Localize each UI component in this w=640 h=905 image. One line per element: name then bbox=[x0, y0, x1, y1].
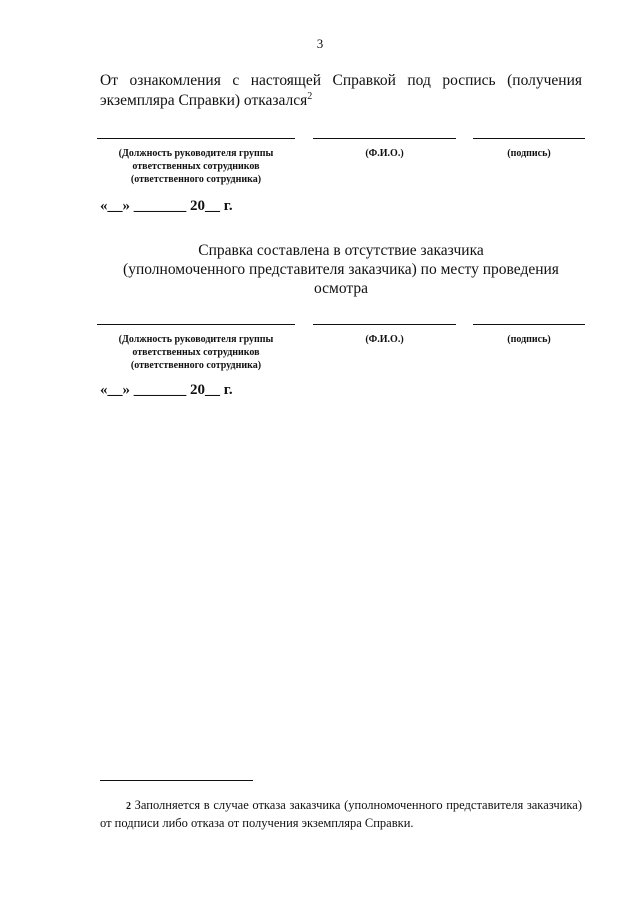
position-caption-line: (Должность руководителя группы bbox=[118, 334, 274, 345]
signature-caption: (подпись) bbox=[507, 148, 551, 159]
absence-title-line: осмотра bbox=[314, 280, 368, 297]
position-caption-line: ответственных сотрудников bbox=[132, 161, 260, 172]
name-signature-line bbox=[313, 138, 456, 139]
refusal-paragraph-text: От ознакомления с настоящей Справкой под роспись (получения экземпляра Справки) отказался bbox=[100, 72, 582, 109]
position-caption-line: (ответственного сотрудника) bbox=[130, 174, 262, 185]
footnote-rule bbox=[100, 780, 253, 781]
position-signature-line bbox=[97, 138, 295, 139]
footnote-text: Заполняется в случае отказа заказчика (уполномоченного представителя заказчика) от подписи либо отказа от получения экземпляра Справки. bbox=[100, 798, 582, 830]
name-caption: (Ф.И.О.) bbox=[365, 334, 404, 345]
footnote-reference: 2 bbox=[307, 90, 313, 102]
signature-block-2 bbox=[0, 324, 640, 394]
signature-line bbox=[473, 138, 585, 139]
position-caption-line: (ответственного сотрудника) bbox=[130, 360, 262, 371]
footnote-marker: 2 bbox=[126, 801, 131, 812]
date-line-2: «__» _______ 20__ г. bbox=[100, 382, 233, 398]
name-caption: (Ф.И.О.) bbox=[365, 148, 404, 159]
position-caption-line: ответственных сотрудников bbox=[132, 347, 260, 358]
position-caption bbox=[97, 147, 295, 186]
refusal-paragraph bbox=[100, 71, 582, 111]
absence-title bbox=[100, 241, 582, 298]
signature-block-1 bbox=[0, 138, 640, 208]
position-caption bbox=[97, 333, 295, 372]
name-signature-line bbox=[313, 324, 456, 325]
page-number: 3 bbox=[316, 36, 324, 51]
footnote bbox=[100, 797, 582, 832]
position-signature-line bbox=[97, 324, 295, 325]
signature-line bbox=[473, 324, 585, 325]
absence-title-line: Справка составлена в отсутствие заказчика bbox=[198, 242, 484, 259]
absence-title-line: (уполномоченного представителя заказчика) по месту проведения bbox=[123, 261, 559, 278]
date-line-1: «__» _______ 20__ г. bbox=[100, 198, 233, 214]
signature-caption: (подпись) bbox=[507, 334, 551, 345]
position-caption-line: (Должность руководителя группы bbox=[118, 148, 274, 159]
